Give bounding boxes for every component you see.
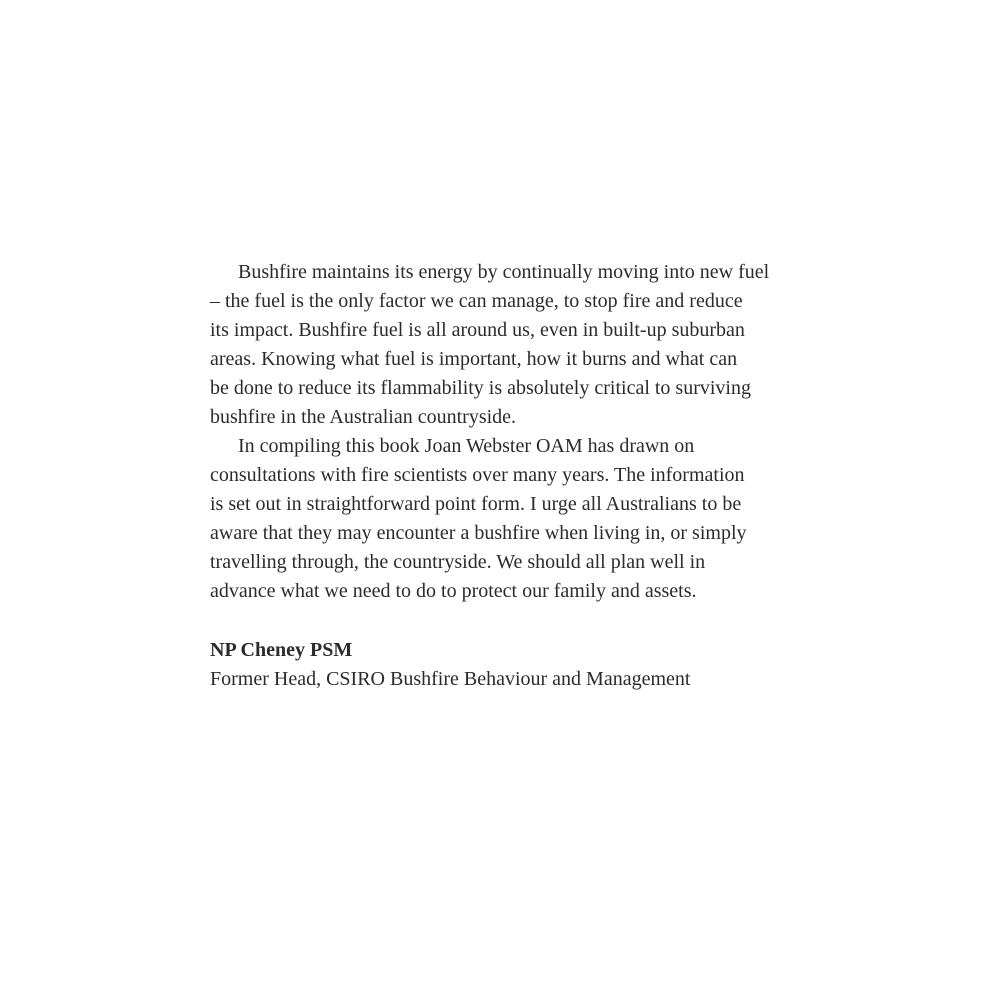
paragraph-line: is set out in straightforward point form. I urge all Australians to be: [210, 493, 742, 515]
paragraph-2: [210, 432, 810, 606]
signature-title: Former Head, CSIRO Bushfire Behaviour and Management: [210, 668, 691, 690]
signature-block: [210, 636, 810, 694]
paragraph-line: be done to reduce its flammability is absolutely critical to surviving: [210, 377, 751, 399]
signature-name: NP Cheney PSM: [210, 639, 353, 661]
paragraph-line: – the fuel is the only factor we can manage, to stop fire and reduce: [210, 290, 743, 312]
paragraph-1: [210, 258, 810, 432]
paragraph-line: Bushfire maintains its energy by continually moving into new fuel: [238, 261, 770, 283]
paragraph-line: advance what we need to do to protect our family and assets.: [210, 580, 697, 602]
foreword-text: [210, 258, 810, 606]
paragraph-line: bushfire in the Australian countryside.: [210, 406, 517, 428]
paragraph-line: consultations with fire scientists over many years. The information: [210, 464, 745, 486]
paragraph-line: its impact. Bushfire fuel is all around us, even in built-up suburban: [210, 319, 745, 341]
paragraph-line: areas. Knowing what fuel is important, how it burns and what can: [210, 348, 738, 370]
paragraph-line: aware that they may encounter a bushfire when living in, or simply: [210, 522, 747, 544]
paragraph-line: travelling through, the countryside. We should all plan well in: [210, 551, 706, 573]
paragraph-line: In compiling this book Joan Webster OAM has drawn on: [238, 435, 695, 457]
